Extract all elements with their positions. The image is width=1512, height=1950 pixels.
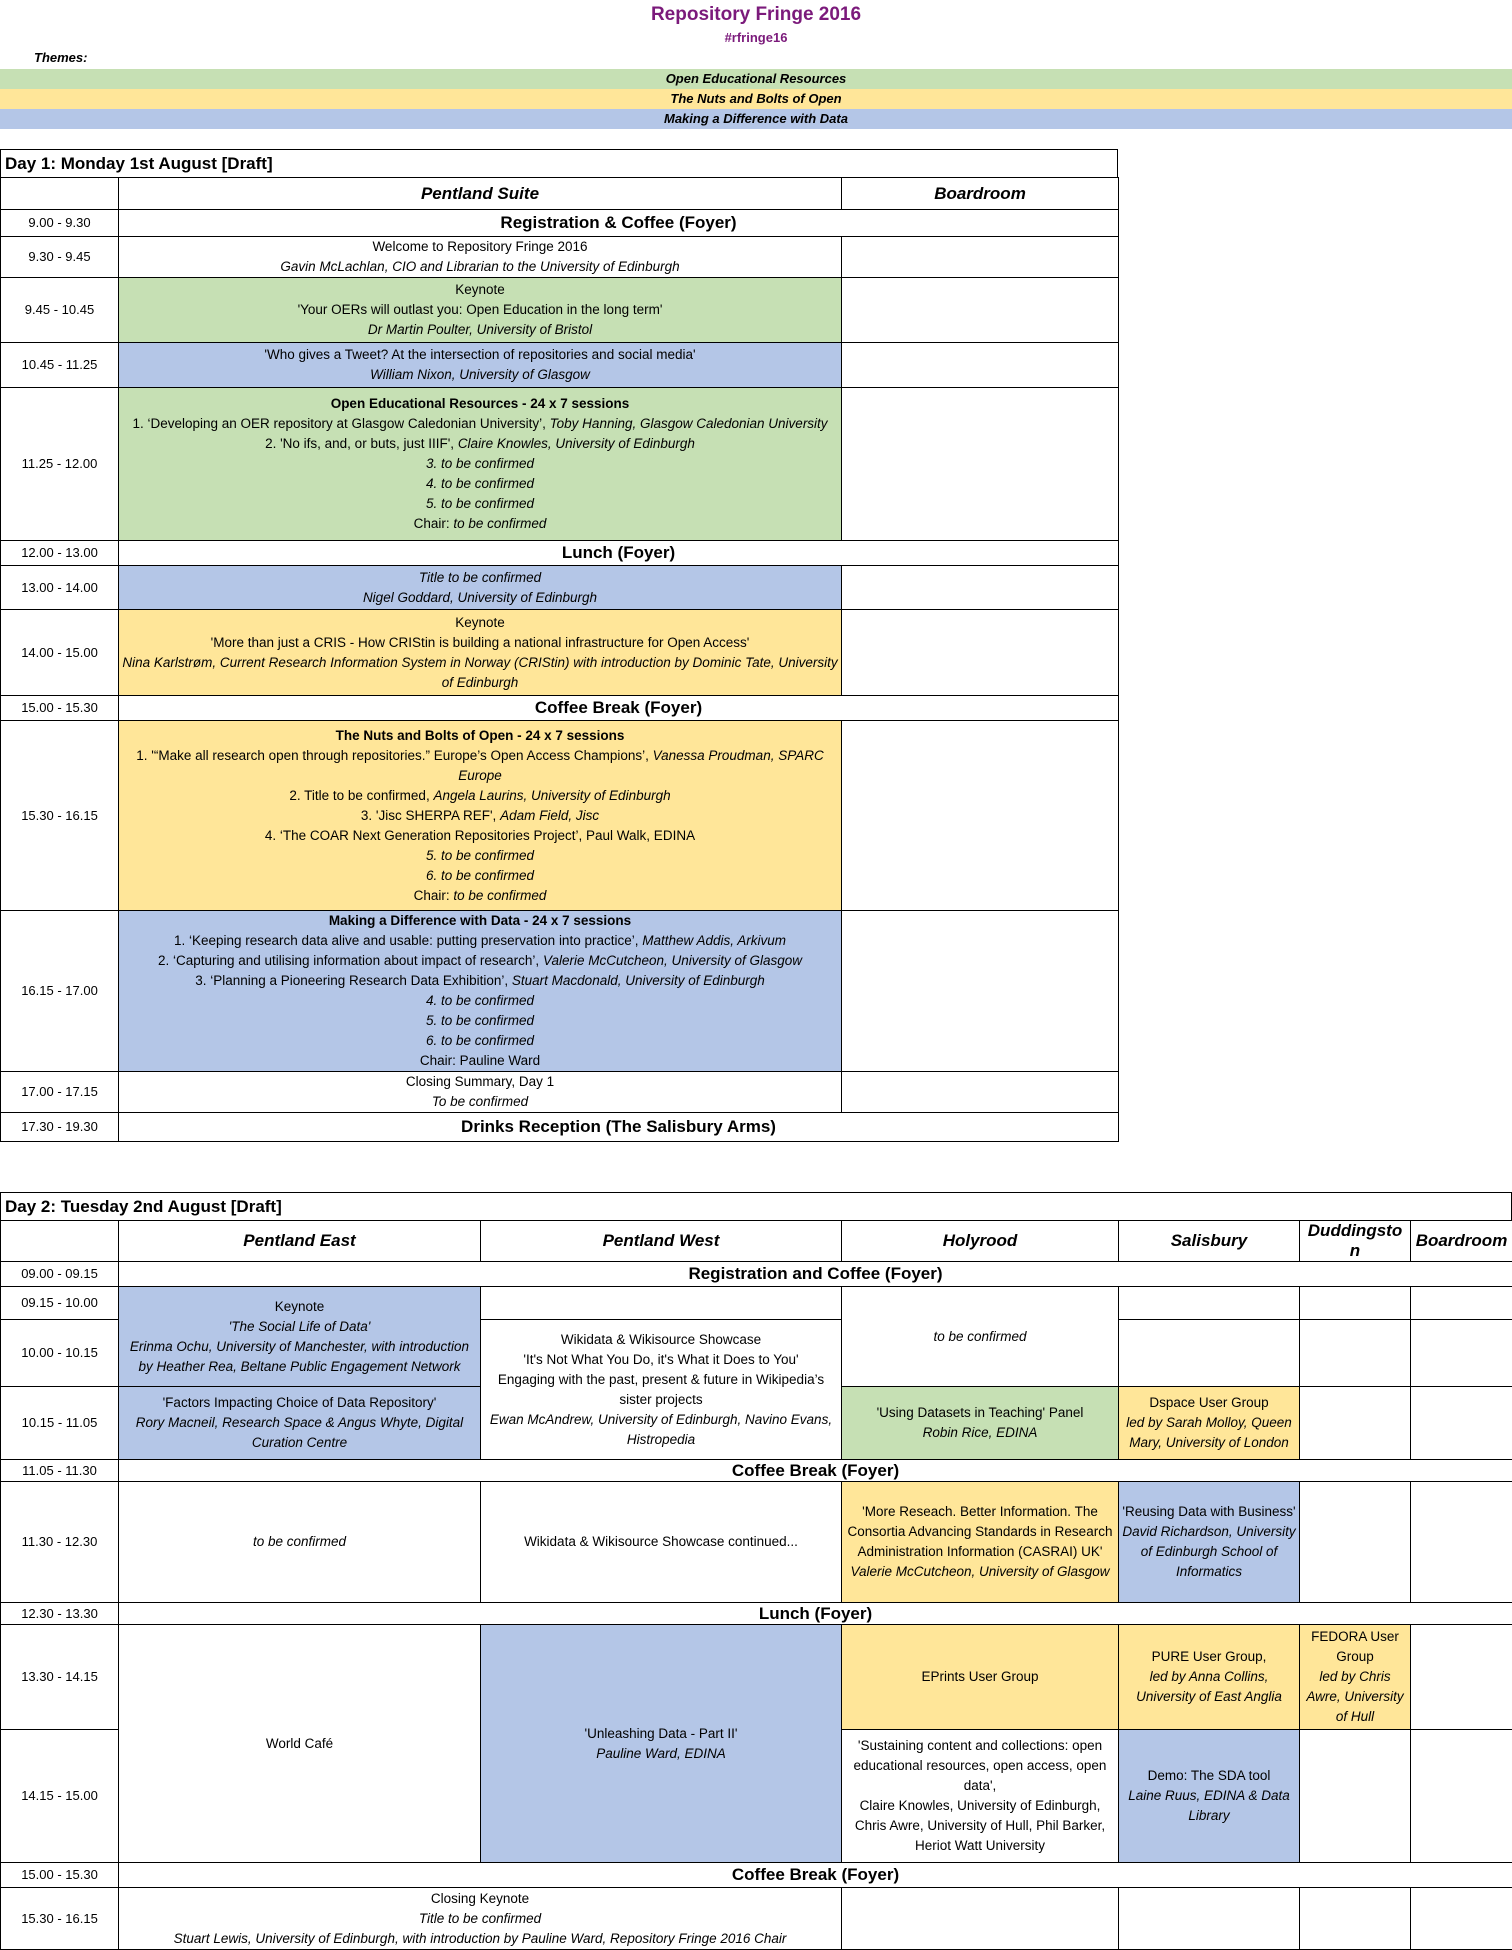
table-row bbox=[1, 911, 1119, 1072]
empty-cell bbox=[1411, 1482, 1512, 1603]
day2-title: Day 2: Tuesday 2nd August [Draft] bbox=[0, 1192, 1512, 1220]
time-cell: 9.45 - 10.45 bbox=[1, 278, 119, 343]
time-cell: 10.45 - 11.25 bbox=[1, 343, 119, 388]
session-speaker: David Richardson, University of Edinburgh School of Informatics bbox=[1122, 1522, 1296, 1582]
session-speaker: Robin Rice, EDINA bbox=[845, 1423, 1115, 1443]
list-item: 3. 'Jisc SHERPA REF', Adam Field, Jisc bbox=[122, 806, 838, 826]
session-cell bbox=[119, 610, 842, 696]
session-type: Keynote bbox=[122, 1297, 477, 1317]
empty-cell bbox=[1119, 1287, 1300, 1320]
time-cell: 9.30 - 9.45 bbox=[1, 237, 119, 278]
session-cell: Coffee Break (Foyer) bbox=[119, 1460, 1512, 1482]
session-cell bbox=[842, 1730, 1119, 1863]
empty-cell bbox=[1119, 1320, 1300, 1387]
session-cell bbox=[1119, 1625, 1300, 1730]
room-header: Boardroom bbox=[842, 178, 1119, 210]
table-row bbox=[1, 1287, 1512, 1320]
empty-cell bbox=[1300, 1482, 1411, 1603]
list-item: 4. ‘The COAR Next Generation Repositories Project’, Paul Walk, EDINA bbox=[122, 826, 838, 846]
session-chair: Chair: Pauline Ward bbox=[122, 1051, 838, 1071]
session-chair: Chair: to be confirmed bbox=[122, 514, 838, 534]
time-cell: 15.30 - 16.15 bbox=[1, 721, 119, 911]
table-row bbox=[1, 1262, 1512, 1287]
session-title: Demo: The SDA tool bbox=[1122, 1766, 1296, 1786]
session-cell bbox=[119, 278, 842, 343]
table-row bbox=[1, 1460, 1512, 1482]
session-cell bbox=[481, 1625, 842, 1863]
table-row bbox=[1, 178, 1119, 210]
table-row bbox=[1, 1625, 1512, 1730]
table-row bbox=[1, 343, 1119, 388]
empty-cell bbox=[1411, 1387, 1512, 1460]
hashtag: #rfringe16 bbox=[0, 28, 1512, 48]
session-cell: Lunch (Foyer) bbox=[119, 541, 1119, 566]
session-speaker: Nina Karlstrøm, Current Research Information System in Norway (CRIStin) with introduction by Dominic Tate, University of Edinburgh bbox=[122, 653, 838, 693]
time-header-cell bbox=[1, 178, 119, 210]
empty-cell bbox=[842, 278, 1119, 343]
time-cell: 10.15 - 11.05 bbox=[1, 1387, 119, 1460]
empty-cell bbox=[1411, 1888, 1512, 1950]
session-cell bbox=[1300, 1625, 1411, 1730]
empty-cell bbox=[1300, 1888, 1411, 1950]
session-speaker: Gavin McLachlan, CIO and Librarian to the University of Edinburgh bbox=[122, 257, 838, 277]
session-title: 'Using Datasets in Teaching' Panel bbox=[845, 1403, 1115, 1423]
room-header: Holyrood bbox=[842, 1221, 1119, 1262]
empty-cell bbox=[1300, 1287, 1411, 1320]
session-title: 'Reusing Data with Business' bbox=[1122, 1502, 1296, 1522]
table-row bbox=[1, 210, 1119, 237]
table-row bbox=[1, 1221, 1512, 1262]
table-row bbox=[1, 541, 1119, 566]
session-cell: Registration & Coffee (Foyer) bbox=[119, 210, 1119, 237]
session-heading: Making a Difference with Data - 24 x 7 sessions bbox=[122, 911, 838, 931]
empty-cell bbox=[842, 1888, 1119, 1950]
empty-cell bbox=[842, 566, 1119, 610]
list-item: 3. ‘Planning a Pioneering Research Data Exhibition’, Stuart Macdonald, University of Edinburgh bbox=[122, 971, 838, 991]
time-cell: 13.00 - 14.00 bbox=[1, 566, 119, 610]
session-speaker: Laine Ruus, EDINA & Data Library bbox=[1122, 1786, 1296, 1826]
room-header: Pentland Suite bbox=[119, 178, 842, 210]
session-heading: The Nuts and Bolts of Open - 24 x 7 sessions bbox=[122, 726, 838, 746]
time-cell: 11.30 - 12.30 bbox=[1, 1482, 119, 1603]
time-cell: 09.15 - 10.00 bbox=[1, 1287, 119, 1320]
empty-cell bbox=[1411, 1287, 1512, 1320]
list-item: 5. to be confirmed bbox=[122, 846, 838, 866]
empty-cell bbox=[1411, 1730, 1512, 1863]
table-row bbox=[1, 696, 1119, 721]
empty-cell bbox=[481, 1287, 842, 1320]
session-title: 'Unleashing Data - Part II' bbox=[484, 1724, 838, 1744]
session-cell: Drinks Reception (The Salisbury Arms) bbox=[119, 1113, 1119, 1142]
session-cell bbox=[119, 1387, 481, 1460]
session-title: Dspace User Group bbox=[1122, 1393, 1296, 1413]
time-cell: 15.00 - 15.30 bbox=[1, 1863, 119, 1888]
session-cell bbox=[842, 1387, 1119, 1460]
session-cell bbox=[119, 721, 842, 911]
session-cell bbox=[119, 1888, 842, 1950]
session-title: Welcome to Repository Fringe 2016 bbox=[122, 237, 838, 257]
session-chair: Chair: to be confirmed bbox=[122, 886, 838, 906]
session-speaker: Ewan McAndrew, University of Edinburgh, Navino Evans, Histropedia bbox=[484, 1410, 838, 1450]
time-cell: 14.15 - 15.00 bbox=[1, 1730, 119, 1863]
session-speaker: Stuart Lewis, University of Edinburgh, with introduction by Pauline Ward, Repository Fringe 2016 Chair bbox=[122, 1929, 838, 1949]
session-speaker: led by Chris Awre, University of Hull bbox=[1303, 1667, 1407, 1727]
session-title: PURE User Group, bbox=[1122, 1647, 1296, 1667]
empty-cell bbox=[1411, 1625, 1512, 1730]
session-title: 'More Reseach. Better Information. The Consortia Advancing Standards in Research Administration Information (CASRAI) UK' bbox=[845, 1502, 1115, 1562]
list-item: 1. ‘Keeping research data alive and usable: putting preservation into practice’, Matthew Addis, Arkivum bbox=[122, 931, 838, 951]
time-cell: 15.00 - 15.30 bbox=[1, 696, 119, 721]
day2-schedule-table bbox=[0, 1220, 1512, 1950]
session-cell bbox=[119, 566, 842, 610]
table-row bbox=[1, 1888, 1512, 1950]
session-cell: Lunch (Foyer) bbox=[119, 1603, 1512, 1625]
time-cell: 9.00 - 9.30 bbox=[1, 210, 119, 237]
session-speaker: To be confirmed bbox=[122, 1092, 838, 1112]
themes-label: Themes: bbox=[34, 49, 87, 67]
keynote-cell bbox=[119, 1287, 481, 1387]
session-cell: to be confirmed bbox=[842, 1287, 1119, 1387]
time-cell: 10.00 - 10.15 bbox=[1, 1320, 119, 1387]
empty-cell bbox=[842, 1072, 1119, 1113]
theme-nuts-bolts: The Nuts and Bolts of Open bbox=[0, 89, 1512, 109]
day1-schedule-table bbox=[0, 177, 1119, 1142]
table-row bbox=[1, 610, 1119, 696]
session-heading: Open Educational Resources - 24 x 7 sessions bbox=[122, 394, 838, 414]
empty-cell bbox=[1300, 1387, 1411, 1460]
list-item: 2. Title to be confirmed, Angela Laurins, University of Edinburgh bbox=[122, 786, 838, 806]
session-cell bbox=[119, 911, 842, 1072]
page-title: Repository Fringe 2016 bbox=[0, 2, 1512, 28]
empty-cell bbox=[842, 237, 1119, 278]
session-speaker: Pauline Ward, EDINA bbox=[484, 1744, 838, 1764]
session-type: Keynote bbox=[122, 613, 838, 633]
session-cell: Registration and Coffee (Foyer) bbox=[119, 1262, 1512, 1287]
empty-cell bbox=[1300, 1730, 1411, 1863]
session-title: 'More than just a CRIS - How CRIStin is building a national infrastructure for Open Access' bbox=[122, 633, 838, 653]
empty-cell bbox=[842, 343, 1119, 388]
table-row bbox=[1, 566, 1119, 610]
empty-cell bbox=[1119, 1888, 1300, 1950]
session-cell bbox=[842, 1482, 1119, 1603]
room-header: Pentland East bbox=[119, 1221, 481, 1262]
time-cell: 15.30 - 16.15 bbox=[1, 1888, 119, 1950]
session-speaker: Erinma Ochu, University of Manchester, with introduction by Heather Rea, Beltane Public Engagement Network bbox=[122, 1337, 477, 1377]
session-cell: to be confirmed bbox=[119, 1482, 481, 1603]
session-speaker: Claire Knowles, University of Edinburgh, Chris Awre, University of Hull, Phil Barker, Heriot Watt University bbox=[845, 1796, 1115, 1856]
time-cell: 17.30 - 19.30 bbox=[1, 1113, 119, 1142]
table-row bbox=[1, 1113, 1119, 1142]
theme-oer: Open Educational Resources bbox=[0, 69, 1512, 89]
table-row bbox=[1, 278, 1119, 343]
empty-cell bbox=[1300, 1320, 1411, 1387]
table-row bbox=[1, 721, 1119, 911]
room-header: Salisbury bbox=[1119, 1221, 1300, 1262]
session-subtitle: 'It's Not What You Do, it's What it Does to You' bbox=[484, 1350, 838, 1370]
empty-cell bbox=[842, 610, 1119, 696]
session-speaker: Valerie McCutcheon, University of Glasgow bbox=[845, 1562, 1115, 1582]
time-cell: 14.00 - 15.00 bbox=[1, 610, 119, 696]
table-row bbox=[1, 388, 1119, 541]
table-row bbox=[1, 1863, 1512, 1888]
time-cell: 17.00 - 17.15 bbox=[1, 1072, 119, 1113]
empty-cell bbox=[1411, 1320, 1512, 1387]
list-item: 6. to be confirmed bbox=[122, 866, 838, 886]
list-item: 5. to be confirmed bbox=[122, 494, 838, 514]
list-item: 3. to be confirmed bbox=[122, 454, 838, 474]
room-header: Boardroom bbox=[1411, 1221, 1512, 1262]
room-header: Duddingston bbox=[1300, 1221, 1411, 1262]
theme-data: Making a Difference with Data bbox=[0, 109, 1512, 129]
time-cell: 09.00 - 09.15 bbox=[1, 1262, 119, 1287]
session-cell bbox=[1119, 1387, 1300, 1460]
list-item: 4. to be confirmed bbox=[122, 474, 838, 494]
time-cell: 13.30 - 14.15 bbox=[1, 1625, 119, 1730]
list-item: 1. ‘Developing an OER repository at Glasgow Caledonian University’, Toby Hanning, Glasgow Caledonian University bbox=[122, 414, 838, 434]
time-cell: 11.05 - 11.30 bbox=[1, 1460, 119, 1482]
list-item: 2. 'No ifs, and, or buts, just IIIF', Claire Knowles, University of Edinburgh bbox=[122, 434, 838, 454]
time-cell: 16.15 - 17.00 bbox=[1, 911, 119, 1072]
table-row bbox=[1, 237, 1119, 278]
empty-cell bbox=[842, 911, 1119, 1072]
session-cell: EPrints User Group bbox=[842, 1625, 1119, 1730]
list-item: 4. to be confirmed bbox=[122, 991, 838, 1011]
session-cell bbox=[1119, 1730, 1300, 1863]
session-title: Wikidata & Wikisource Showcase bbox=[484, 1330, 838, 1350]
empty-cell bbox=[842, 388, 1119, 541]
list-item: 1. '“Make all research open through repositories.” Europe’s Open Access Champions’, Vanessa Proudman, SPARC Europe bbox=[122, 746, 838, 786]
session-speaker: Rory Macneil, Research Space & Angus Whyte, Digital Curation Centre bbox=[122, 1413, 477, 1453]
empty-cell bbox=[842, 721, 1119, 911]
session-speaker: Nigel Goddard, University of Edinburgh bbox=[122, 588, 838, 608]
session-type: Keynote bbox=[122, 280, 838, 300]
time-cell: 12.00 - 13.00 bbox=[1, 541, 119, 566]
session-cell bbox=[481, 1320, 842, 1460]
session-title: 'Who gives a Tweet? At the intersection of repositories and social media' bbox=[122, 345, 838, 365]
session-cell: Coffee Break (Foyer) bbox=[119, 1863, 1512, 1888]
session-cell: Coffee Break (Foyer) bbox=[119, 696, 1119, 721]
time-cell: 11.25 - 12.00 bbox=[1, 388, 119, 541]
session-title: 'Your OERs will outlast you: Open Education in the long term' bbox=[122, 300, 838, 320]
session-cell: World Café bbox=[119, 1625, 481, 1863]
table-row bbox=[1, 1072, 1119, 1113]
session-speaker: led by Anna Collins, University of East Anglia bbox=[1122, 1667, 1296, 1707]
session-cell: Wikidata & Wikisource Showcase continued... bbox=[481, 1482, 842, 1603]
session-title: 'Sustaining content and collections: open educational resources, open access, open data', bbox=[845, 1736, 1115, 1796]
session-cell bbox=[1119, 1482, 1300, 1603]
table-row bbox=[1, 1482, 1512, 1603]
time-cell: 12.30 - 13.30 bbox=[1, 1603, 119, 1625]
session-subtitle: Title to be confirmed bbox=[122, 1909, 838, 1929]
list-item: 6. to be confirmed bbox=[122, 1031, 838, 1051]
session-title: FEDORA User Group bbox=[1303, 1627, 1407, 1667]
session-cell bbox=[119, 343, 842, 388]
session-speaker: Dr Martin Poulter, University of Bristol bbox=[122, 320, 838, 340]
session-title: Title to be confirmed bbox=[122, 568, 838, 588]
session-title: Closing Keynote bbox=[122, 1889, 838, 1909]
session-title: 'Factors Impacting Choice of Data Repository' bbox=[122, 1393, 477, 1413]
list-item: 5. to be confirmed bbox=[122, 1011, 838, 1031]
table-row bbox=[1, 1603, 1512, 1625]
list-item: 2. ‘Capturing and utilising information about impact of research’, Valerie McCutcheon, University of Glasgow bbox=[122, 951, 838, 971]
session-speaker: William Nixon, University of Glasgow bbox=[122, 365, 838, 385]
session-cell bbox=[119, 388, 842, 541]
session-speaker: led by Sarah Molloy, Queen Mary, University of London bbox=[1122, 1413, 1296, 1453]
session-cell bbox=[119, 1072, 842, 1113]
day1-title: Day 1: Monday 1st August [Draft] bbox=[0, 149, 1118, 177]
session-title: Closing Summary, Day 1 bbox=[122, 1072, 838, 1092]
room-header: Pentland West bbox=[481, 1221, 842, 1262]
session-title: 'The Social Life of Data' bbox=[122, 1317, 477, 1337]
session-description: Engaging with the past, present & future in Wikipedia’s sister projects bbox=[484, 1370, 838, 1410]
time-header-cell bbox=[1, 1221, 119, 1262]
session-cell bbox=[119, 237, 842, 278]
